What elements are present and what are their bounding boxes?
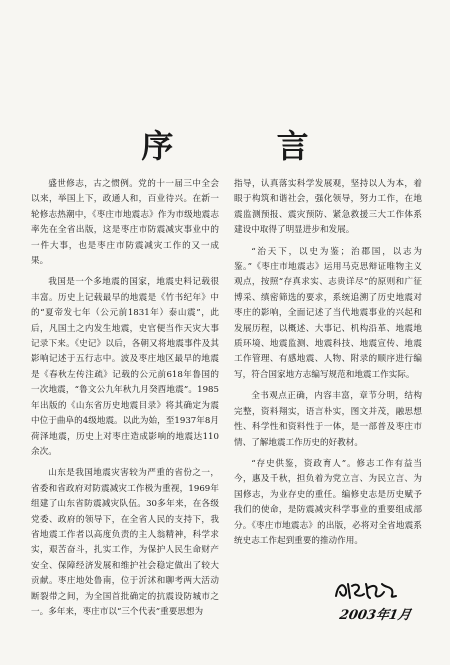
paragraph: 全书观点正确，内容丰富，章节分明，结构完整，资料翔实，语言朴实，图文并茂，融思想性、科学性和资料性于一体，是一部普及枣庄市情、了解地震工作历史的好教材。 xyxy=(234,391,422,448)
left-text-column xyxy=(31,177,219,620)
paragraph-continuation: 指导，认真落实科学发展观，坚持以人为本，着眼于构筑和谐社会，强化领导，努力工作，在地震监测预报、震灾预防、紧急救援三大工作体系建设中取得了明显进步和发展。 xyxy=(234,179,422,236)
paragraph: “存史供鉴，资政育人”。修志工作有益当今，惠及千秋，担负着为党立言、为民立言、为国修志，为业存史的重任。编修史志是历史赋予我们的使命，是防震减灾科学事业的重要组成部分。《枣庄市地震志》的出版，必将对全省地震系统史志工作起到重要的推动作用。 xyxy=(234,458,422,546)
paragraph: “治天下，以史为鉴；治郡国，以志为鉴。”《枣庄市地震志》运用马克思辩证唯物主义观点，按照“存真求实、志贵详尽”的原则和广征博采、缜密筛选的要求，系统追溯了历史地震对枣庄的影响，全面记述了当代地震事业的兴起和发展历程，以概述、大事记、机构沿革、地震地质环境、地震监测、地震科技、地震宣传、地震工作管理、有感地震、人物、附录的顺序进行编写，符合国家地方志编写规范和地震工作实际。 xyxy=(234,246,422,380)
page-title: 序 言 xyxy=(141,127,355,165)
handwritten-signature xyxy=(332,578,402,602)
signature-block xyxy=(332,578,427,628)
paragraph: 山东是我国地震灾害较为严重的省份之一，省委和省政府对防震减灾工作极为重视，1969年组建了山东省防震减灾队伍。30多年来，在各级党委、政府的领导下，在全省人民的支持下，我省地震工作者以高度负责的主人翁精神，科学求实，艰苦奋斗，扎实工作，为保护人民生命财产安全、保障经济发展和维护社会稳定做出了较大贡献。枣庄地处鲁南，位于沂沭和聊考两大活动断裂带之间，为全国首批确定的抗震设防城市之一。多年来，枣庄市以“三个代表”重要思想为 xyxy=(31,468,219,617)
paragraph: 盛世修志，古之惯例。党的十一届三中全会以来，举国上下，政通人和，百业待兴。在新一轮修志热潮中，《枣庄市地震志》作为市级地震志率先在全省出版，这是枣庄市防震减灾事业中的一件大事，也是枣庄市防震减灾工作的又一成果。 xyxy=(31,179,219,267)
signature-date: 2003年1月 xyxy=(338,608,413,623)
right-text-column xyxy=(234,177,422,549)
paragraph: 我国是一个多地震的国家，地震史料记载很丰富。历史上记载最早的地震是《竹书纪年》中的“夏帝发七年（公元前1831年）泰山震”，此后，凡国土之内发生地震，史官便当作天灾大事记录下来。《史记》以后，各朝又将地震事件及其影响记述于五行志中。波及枣庄地区最早的地震是《春秋左传注疏》记载的公元前618年鲁国的一次地震，“鲁文公九年秋九月癸酉地震”。1985年出版的《山东省历史地震目录》将其确定为震中位于曲阜的4级地震。以此为始，至1937年8月荷泽地震，历史上对枣庄造成影响的地震达110余次。 xyxy=(31,277,219,457)
